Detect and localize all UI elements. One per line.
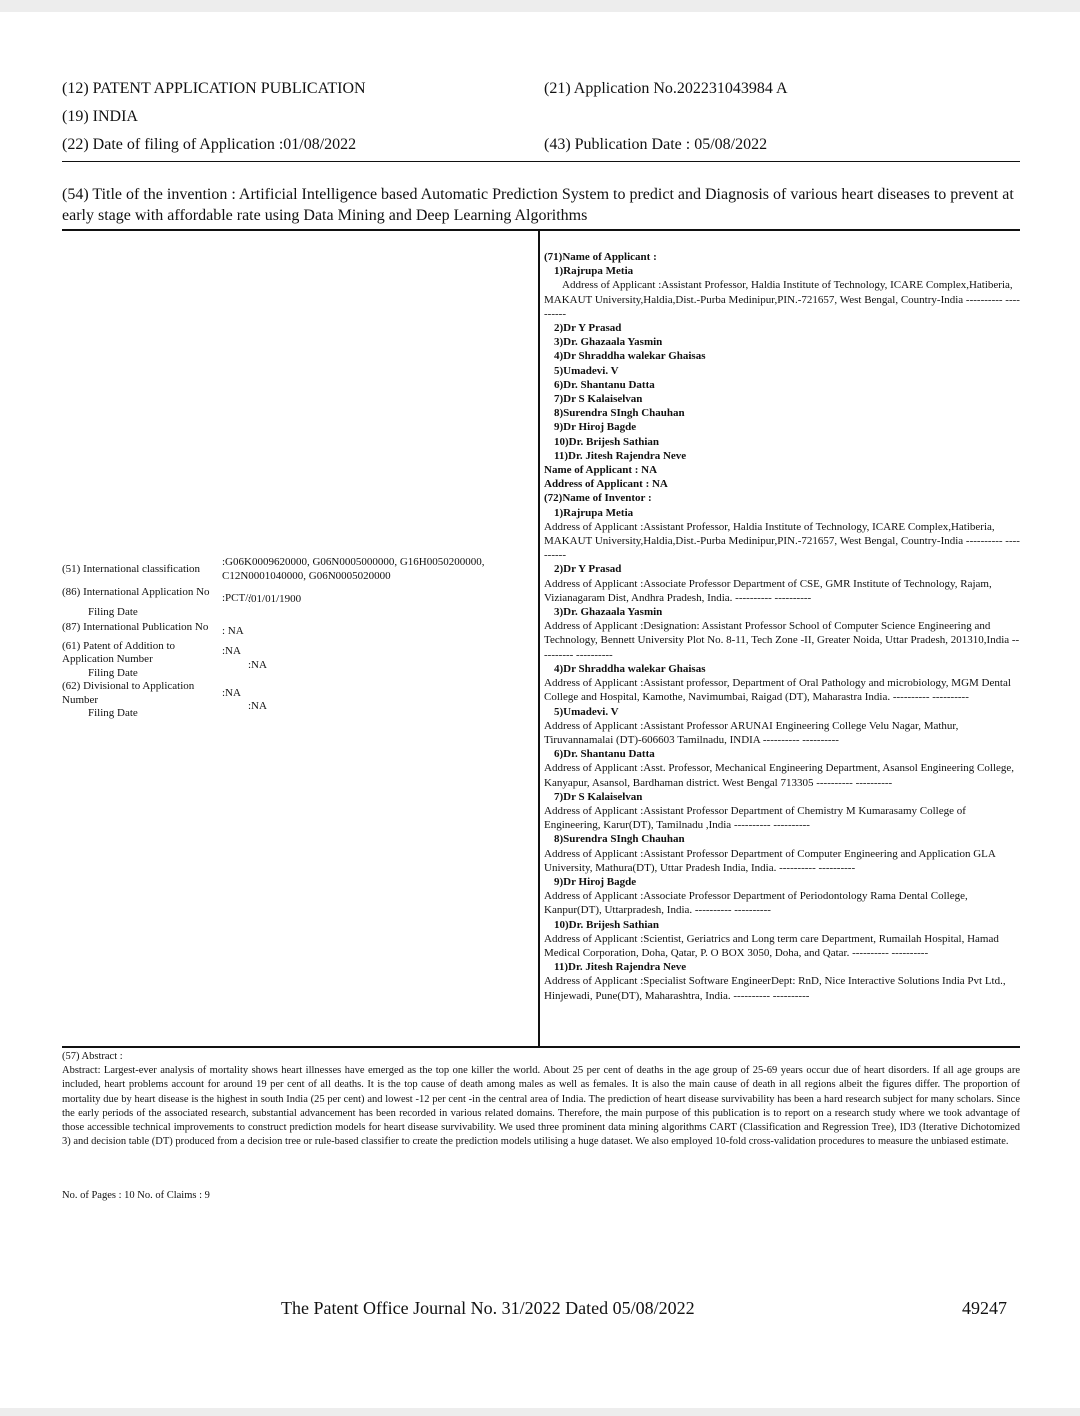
intl-classification-row xyxy=(62,556,532,583)
abstract-rule xyxy=(62,1046,1020,1048)
inventor-name: 10)Dr. Brijesh Sathian xyxy=(554,918,660,931)
divisional-filing-label: Filing Date xyxy=(88,707,138,719)
pages-claims-count: No. of Pages : 10 No. of Claims : 9 xyxy=(62,1190,210,1201)
applicant-name: 6)Dr. Shantanu Datta xyxy=(554,378,655,391)
inventor-address: Address of Applicant :Scientist, Geriatrics and Long term care Department, Rumailah Hospital, Hamad Medical Corporation, Doha, Qatar, P. O BOX 3050, Doha, and Qatar. ---------- ---------- xyxy=(544,932,999,959)
intl-classification-label: (51) International classification xyxy=(62,563,201,575)
inventor-name: 9)Dr Hiroj Bagde xyxy=(554,875,637,888)
inventor-name: 1)Rajrupa Metia xyxy=(554,506,634,519)
application-number: (21) Application No.202231043984 A xyxy=(544,80,788,97)
page-number: 49247 xyxy=(962,1298,1007,1318)
inventor-address: Address of Applicant :Assistant Professor Department of Computer Engineering and Application GLA University, Mathura(DT), Uttar Pradesh India, India. ---------- ---------- xyxy=(544,847,996,874)
inventors-heading: (72)Name of Inventor : xyxy=(544,492,652,505)
intl-classification-value: :G06K0009620000, G06N0005000000, G16H0050200000, C12N0001040000, G06N0005020000 xyxy=(222,556,485,582)
inventor-address: Address of Applicant :Assistant Professor, Haldia Institute of Technology, ICARE Complex,Hatiberia, MAKAUT University,Haldia,Dist.-Purba Medinipur,PIN.-721657, West Bengal, Country-India ---------- ---------- xyxy=(544,520,1020,562)
inventor-name: 6)Dr. Shantanu Datta xyxy=(554,748,655,761)
inventor-address: Address of Applicant :Assistant professor, Department of Oral Pathology and microbiology, MGM Dental College and Hospital, Kamothe, Navimumbai, Raigad (DT), Maharastra India. ---------- ---------- xyxy=(544,677,1011,704)
applicant-name: 9)Dr Hiroj Bagde xyxy=(554,421,637,434)
name-of-applicant-na: Name of Applicant : NA xyxy=(544,464,658,477)
column-divider xyxy=(538,231,540,1046)
header-rule xyxy=(62,161,1020,162)
inventor-name: 4)Dr Shraddha walekar Ghaisas xyxy=(554,662,706,675)
inventor-name: 2)Dr Y Prasad xyxy=(554,563,622,576)
intl-publication-row xyxy=(62,621,532,639)
inventor-name: 8)Surendra SIngh Chauhan xyxy=(554,833,685,846)
pct-application-value: :PCT// xyxy=(222,592,252,604)
publication-date: (43) Publication Date : 05/08/2022 xyxy=(544,136,768,153)
inventor-name: 5)Umadevi. V xyxy=(554,705,619,718)
inventor-address: Address of Applicant :Associate Professor Department of CSE, GMR Institute of Technology, Rajam, Vizianagaram Dist, Andhra Pradesh, India. ---------- ---------- xyxy=(544,577,992,604)
inventor-address: Address of Applicant :Specialist Software EngineerDept: RnD, Nice Interactive Solutions India Pvt Ltd., Hinjewadi, Pune(DT), Maharashtra, India. ---------- ---------- xyxy=(544,975,1006,1002)
inventor-name: 11)Dr. Jitesh Rajendra Neve xyxy=(554,961,687,974)
publication-type: (12) PATENT APPLICATION PUBLICATION xyxy=(62,80,366,97)
applicant-name: 10)Dr. Brijesh Sathian xyxy=(554,435,660,448)
applicant-name: 2)Dr Y Prasad xyxy=(554,322,622,335)
divisional-label: (62) Divisional to Application Number xyxy=(62,680,195,706)
abstract-block xyxy=(62,1050,1020,1149)
address-of-applicant-na: Address of Applicant : NA xyxy=(544,478,668,491)
addition-filing-value: :NA xyxy=(248,658,267,671)
applicant-name: 11)Dr. Jitesh Rajendra Neve xyxy=(554,449,687,462)
addition-filing-row xyxy=(62,658,532,681)
top-margin-band xyxy=(0,0,1080,12)
applicant-name: 8)Surendra SIngh Chauhan xyxy=(554,407,685,420)
applicants-inventors-block xyxy=(544,250,1020,1003)
abstract-heading: (57) Abstract : xyxy=(62,1051,123,1062)
addition-value: :NA xyxy=(222,644,241,657)
applicant-name: 4)Dr Shraddha walekar Ghaisas xyxy=(554,350,706,363)
pct-filing-label: Filing Date xyxy=(88,605,138,618)
abstract-text: Abstract: Largest-ever analysis of mortality shows heart illnesses have emerged as the top one killer the world. About 25 per cent of deaths in the age group of 25-69 years occur due of heart disorders. If all age groups are included, heart problems account for around 19 per cent of all deaths. It is the top cause of death among males as well as females. It is also the main cause of death in all regions albeit the figures differ. The proportion of mortality due by heart disease is the highest in south India (25 per cent) and lowest -12 per cent -in the central area of India. The prediction of heart disease survivability has been a hard research subject for many scholars. Since the early periods of the associated research, substantial advancement has been recorded in various related domains. Therefore, the main purpose of this publication is to report on a research study where we took advantage of those accessible technical improvements to construct prediction models for heart disease survivability. We used three prominent data mining algorithms CART (Classification and Regression Tree), ID3 (Iterative Dichotomized 3) and decision table (DT) produced from a decision tree or rule-based classifier to create the prediction models utilising a huge dataset. We also employed 10-fold cross-validation procedures to measure the unbiased estimate. xyxy=(62,1065,1020,1148)
inventor-address: Address of Applicant :Assistant Professor ARUNAI Engineering College Velu Nagar, Mathur, Tiruvannamalai (DT)-606603 Tamilnadu, INDIA ---------- ---------- xyxy=(544,719,959,746)
invention-title: (54) Title of the invention : Artificial Intelligence based Automatic Prediction System to predict and Diagnosis of various heart diseases to prevent at early stage with affordable rate using Data Mining and Deep Learning Algorithms xyxy=(62,186,1014,224)
addition-label: (61) Patent of Addition to Application Number xyxy=(62,639,176,665)
inventor-address: Address of Applicant :Designation: Assistant Professor School of Computer Science Engineering and Technology, Bennett University Plot No. 8-11, Tech Zone -II, Greater Noida, Uttar Pradesh, 201310,India ---------- ---------- xyxy=(544,620,1020,661)
applicant-name: 5)Umadevi. V xyxy=(554,364,619,377)
pct-filing-value: :01/01/1900 xyxy=(248,592,302,605)
intl-publication-label: (87) International Publication No xyxy=(62,621,209,633)
addition-filing-label: Filing Date xyxy=(88,666,138,679)
intl-publication-value: : NA xyxy=(222,625,244,637)
filing-date: (22) Date of filing of Application :01/08/2022 xyxy=(62,136,357,153)
divisional-filing-row xyxy=(62,700,532,721)
inventor-address: Address of Applicant :Asst. Professor, Mechanical Engineering Department, Asansol Engineering College, Kanyapur, Asansol, Bardhaman district. West Bengal 713305 ---------- ---------- xyxy=(544,762,1015,789)
divisional-filing-value: :NA xyxy=(248,700,267,712)
title-rule xyxy=(62,229,1020,231)
country: (19) INDIA xyxy=(62,108,138,125)
bottom-margin-band xyxy=(0,1408,1080,1416)
inventor-address: Address of Applicant :Assistant Professor Department of Chemistry M Kumarasamy College of Engineering, Karur(DT), Tamilnadu ,India ---------- ---------- xyxy=(544,804,966,832)
inventor-address: Address of Applicant :Associate Professor Department of Periodontology Rama Dental College, Kanpur(DT), Uttarpradesh, India. ---------- ---------- xyxy=(544,890,968,917)
applicant-name: 1)Rajrupa Metia xyxy=(554,265,634,278)
applicants-heading: (71)Name of Applicant : xyxy=(544,251,657,263)
inventor-name: 3)Dr. Ghazaala Yasmin xyxy=(554,606,663,619)
applicant-address: Address of Applicant :Assistant Professor, Haldia Institute of Technology, ICARE Complex,Hatiberia, MAKAUT University,Haldia,Dist.-Purba Medinipur,PIN.-721657, West Bengal, Country-India ---------- ---------- xyxy=(544,279,1020,320)
classification-block xyxy=(62,556,532,721)
applicant-name: 7)Dr S Kalaiselvan xyxy=(554,393,643,406)
journal-footer: The Patent Office Journal No. 31/2022 Dated 05/08/2022 xyxy=(281,1298,695,1318)
applicant-name: 3)Dr. Ghazaala Yasmin xyxy=(554,336,663,349)
inventor-name: 7)Dr S Kalaiselvan xyxy=(554,790,643,803)
divisional-value: :NA xyxy=(222,687,241,699)
pct-application-label: (86) International Application No xyxy=(62,586,210,598)
